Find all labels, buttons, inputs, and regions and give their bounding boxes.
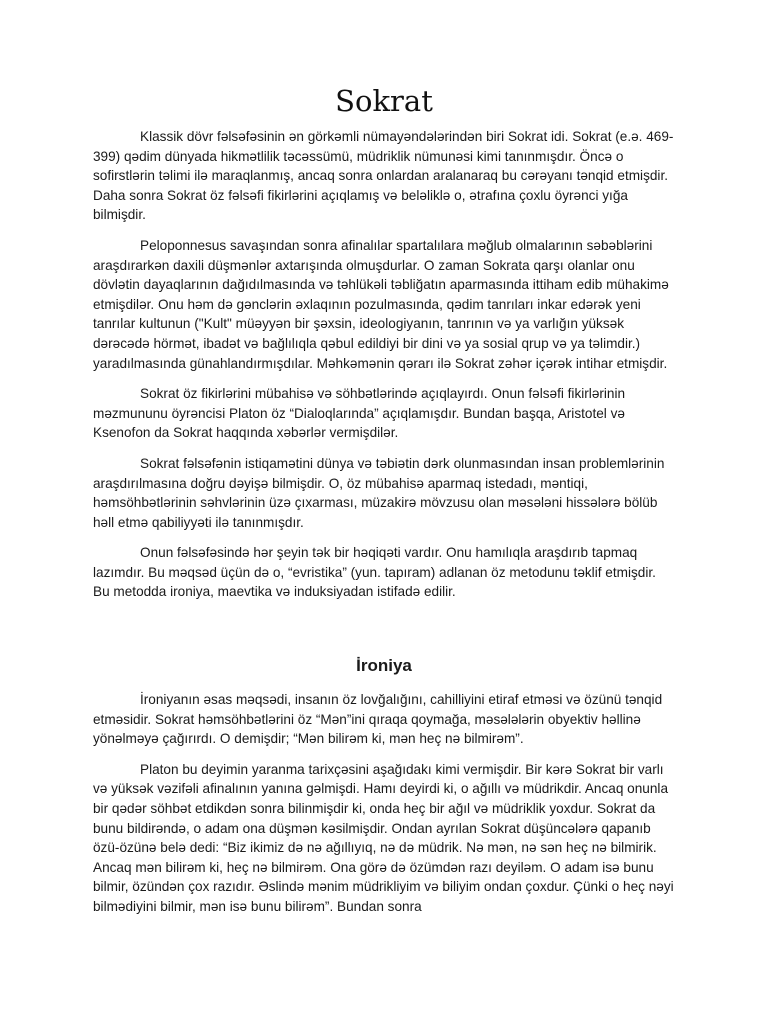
paragraph: Klassik dövr fəlsəfəsinin ən görkəmli nümayəndələrindən biri Sokrat idi. Sokrat (e.ə. 469-399) qədim dünyada hikmətlilik təcəssümü, müdriklik nümunəsi kimi tanınmışdır. Öncə o sofirstlərin təlimi ilə maraqlanmış, ancaq sonra onlardan aralanaraq bu cərəyanı tənqid etmişdir. Daha sonra Sokrat öz fəlsəfi fikirlərini açıqlamış və beləliklə o, ətrafına çoxlu öyrənci yığa bilmişdir. <box>93 129 674 223</box>
paragraph: Onun fəlsəfəsində hər şeyin tək bir həqiqəti vardır. Onu hamılıqla araşdırıb tapmaq lazımdır. Bu məqsəd üçün də o, “evristika” (yun. tapıram) adlanan öz metodunu təklif etmişdir. Bu metodda ironiya, maevtika və induksiyadan istifadə edilir. <box>93 545 656 600</box>
paragraph: Sokrat öz fikirlərini mübahisə və söhbətlərində açıqlayırdı. Onun fəlsəfi fikirlərinin məzmununu öyrəncisi Platon öz “Dialoqlarında” açıqlamışdır. Bundan başqa, Aristotel və Ksenofon da Sokrat haqqında xəbərlər vermişdilər. <box>93 386 626 441</box>
paragraph: İroniyanın əsas məqsədi, insanın öz lovğalığını, cahilliyini etiraf etməsi və özünü tənqid etməsidir. Sokrat həmsöhbətlərini öz “Mən”ini qıraqa qoymağa, məsələlərin obyektiv həllinə yönəlməyə çağırırdı. O demişdir; “Mən bilirəm ki, mən heç nə bilmirəm”. <box>93 692 663 747</box>
section-heading: İroniya <box>356 656 412 675</box>
paragraph: Peloponnesus savaşından sonra afinalılar spartalılara məğlub olmalarının səbəblərini araşdırarkən daxili düşmənlər axtarışında olmuşdurlar. O zaman Sokrata qarşı olanlar onu dövlətin dayaqlarının dağıdılmasında və təhlükəli təbliğatın aparmasında ittiham edib mühakimə etmişdilər. Onu həm də gənclərin əxlaqının pozulmasında, qədim tanrıları inkar edərək yeni tanrılar kultunun ("Kult" müəyyən bir şəxsin, ideologiyanın, tanrının və ya varlığın yüksək dərəcədə hörmət, ibadət və bağlılıqla qəbul edildiyi bir dini və ya sosial qrup və ya təlimdir.) yaradılmasında günahlandırmışdılar. Məhkəmənin qərarı ilə Sokrat zəhər içərək intihar etmişdir. <box>93 237 669 371</box>
section-ironiya <box>93 690 675 928</box>
section-intro <box>93 127 675 613</box>
paragraph: Sokrat fəlsəfənin istiqamətini dünya və təbiətin dərk olunmasından insan problemlərinin araşdırılmasına doğru dəyişə bilmişdir. O, öz mübahisə aparmaq istedadı, məntiqi, həmsöhbətlərinin səhvlərinin üzə çıxarması, müzakirə mövzusu olan məsələni hissələrə bölüb həll etmə qabiliyyəti ilə tanınmışdır. <box>93 455 665 530</box>
paragraph: Platon bu deyimin yaranma tarixçəsini aşağıdakı kimi vermişdir. Bir kərə Sokrat bir varlı və yüksək vəzifəli afinalının yanına gəlmişdi. Hamı deyirdi ki, o ağıllı və müdrikdir. Ancaq onunla bir qədər söhbət etdikdən sonra bilinmişdir ki, onda heç bir ağıl və müdriklik yoxdur. Sokrat da bunu bildirəndə, o adam ona düşmən kəsilmişdir. Ondan ayrılan Sokrat düşüncələrə qapanıb özü-özünə belə dedi: “Biz ikimiz də nə ağıllıyıq, nə də müdrik. Nə mən, nə sən heç nə bilmirik. Ancaq mən bilirəm ki, heç nə bilmirəm. Ona görə də özümdən razı deyiləm. O adam isə bunu bilmir, özündən çox razıdır. Əslində mənim müdrikliyim və biliyim ondan çoxdur. Çünki o heç nəyi bilmədiyini bilmir, mən isə bunu bilirəm”. Bundan sonra <box>93 761 674 914</box>
page-title: Sokrat <box>335 84 433 118</box>
